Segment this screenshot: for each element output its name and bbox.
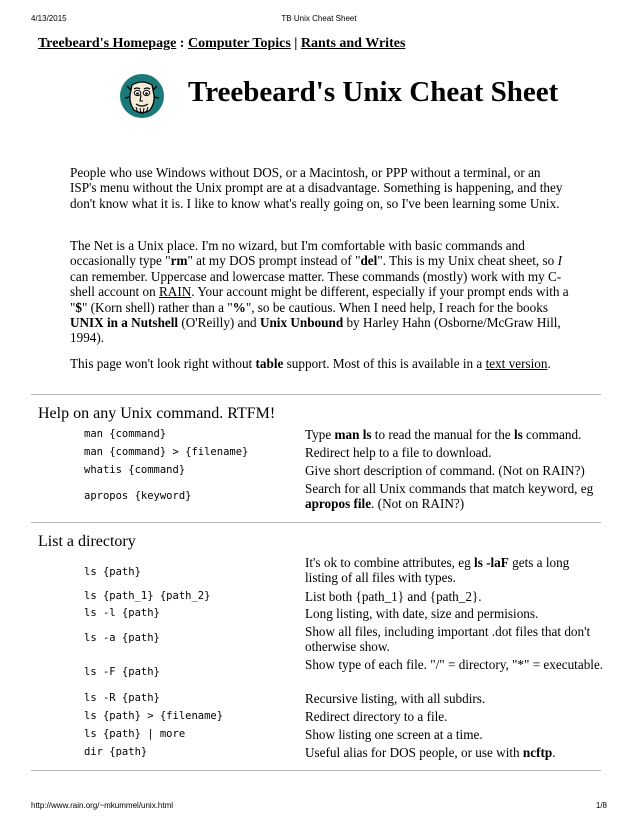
description-cell: Useful alias for DOS people, or use with ncftp. [305,745,556,760]
print-header [31,14,607,26]
print-footer [31,801,607,813]
description-cell: Redirect directory to a file. [305,709,448,724]
print-title: TB Unix Cheat Sheet [281,14,357,23]
command-cell: ls {path} > {filename} [84,710,224,722]
page-number: 1/8 [595,801,607,810]
description-cell: List both {path_1} and {path_2}. [305,589,482,604]
description-cell: Show all files, including important .dot files that don't otherwise show. [305,624,591,654]
section-divider [31,770,601,771]
print-url: http://www.rain.org/~mkummel/unix.html [31,801,174,810]
breadcrumb-separator: : [176,36,188,51]
home-link[interactable]: Treebeard's Homepage [38,36,177,51]
computer-topics-link[interactable]: Computer Topics [187,36,291,51]
description-cell: Type man ls to read the manual for the ls command. [305,427,582,442]
text-version-link[interactable]: text version [485,356,548,371]
command-cell: ls -a {path} [84,632,160,644]
breadcrumb [38,36,405,52]
command-cell: dir {path} [84,746,148,758]
command-cell: ls -l {path} [84,607,160,619]
intro-paragraph: People who use Windows without DOS, or a Macintosh, or PPP without a terminal, or an ISP's menu without the Unix prompt are at a disadvantage. Something is happening, and they don't know what it is. I like to know what's really going on, so I've been learning some Unix. [70,165,563,211]
section-title-list: List a directory [38,533,136,550]
command-cell: apropos {keyword} [84,490,192,502]
description-cell: Give short description of command. (Not on RAIN?) [305,463,585,478]
command-cell: ls -F {path} [84,666,160,678]
command-cell: whatis {command} [84,464,186,476]
command-cell: ls -R {path} [84,692,160,704]
command-cell: ls {path} | more [84,728,186,740]
page-title: Treebeard's Unix Cheat Sheet [188,76,559,108]
intro-paragraph: This page won't look right without table support. Most of this is available in a text version. [70,356,551,371]
rants-writes-link[interactable]: Rants and Writes [300,36,406,51]
description-cell: Search for all Unix commands that match keyword, eg apropos file. (Not on RAIN?) [305,481,594,511]
treebeard-face-icon [119,73,165,119]
breadcrumb-separator: | [290,36,301,51]
command-cell: man {command} [84,428,167,440]
description-cell: Show listing one screen at a time. [305,727,483,742]
description-cell: Redirect help to a file to download. [305,445,492,460]
command-cell: ls {path_1} {path_2} [84,590,211,602]
print-date: 4/13/2015 [31,14,67,23]
section-divider [31,394,601,395]
command-cell: man {command} > {filename} [84,446,249,458]
description-cell: Recursive listing, with all subdirs. [305,691,486,706]
description-cell: Show type of each file. "/" = directory, "*" = executable. [305,657,604,672]
description-cell: Long listing, with date, size and permisions. [305,606,539,621]
description-cell: It's ok to combine attributes, eg ls -laF gets a long listing of all files with types. [305,555,570,585]
intro-paragraph: The Net is a Unix place. I'm no wizard, but I'm comfortable with basic commands and occasionally type "rm" at my DOS prompt instead of "del". This is my Unix cheat sheet, so I can remember. Uppercase and lowercase matter. These commands (mostly) work with my C-shell account on RAIN. Your account might be different, especially if your prompt ends with a "$" (Korn shell) rather than a "%", so be cautious. When I need help, I reach for the books UNIX in a Nutshell (O'Reilly) and Unix Unbound by Harley Hahn (Osborne/McGraw Hill, 1994). [70,238,569,346]
section-title-help: Help on any Unix command. RTFM! [38,405,276,422]
rain-link[interactable]: RAIN [159,284,192,300]
section-divider [31,522,601,523]
command-cell: ls {path} [84,566,141,578]
